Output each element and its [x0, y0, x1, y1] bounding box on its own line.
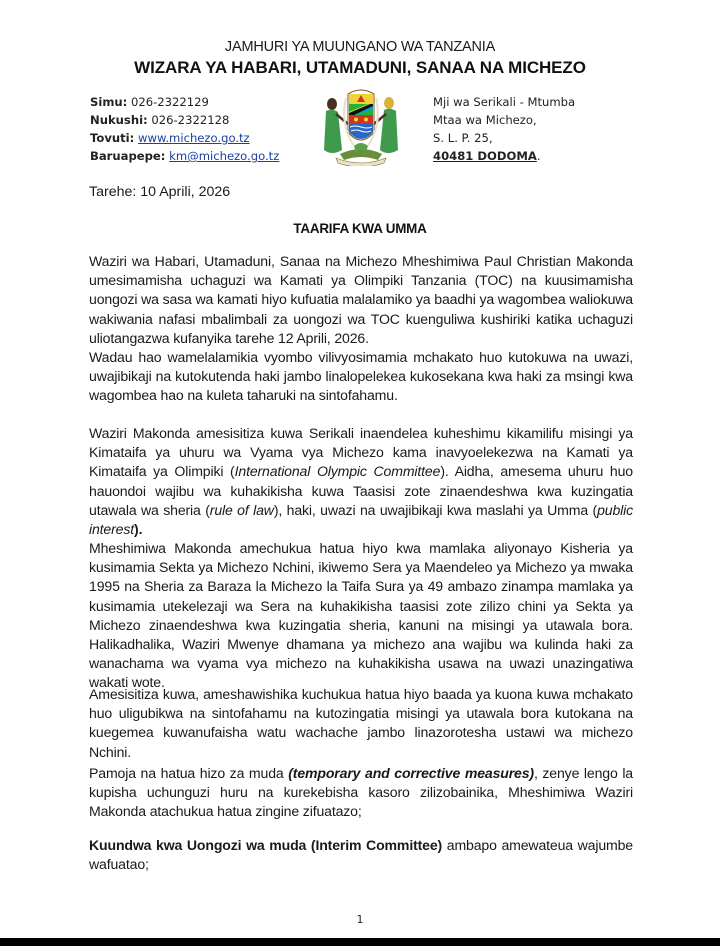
paragraph-5: Amesisitiza kuwa, ameshawishika kuchukua hatua hiyo baada ya kuona kuwa mchakato huo uligubikwa na sintofahamu na kutozingatia misingi ya utawala bora kutokana na kuegemea kuwanufaisha watu wachache jambo linazorotesha ustawi wa michezo Nchini. — [89, 686, 633, 760]
paragraph-2: Wadau hao wamelalamikia vyombo vilivyosimamia mchakato huo kutokuwa na uwazi, uwajibikaji na kutokutenda haki jambo linalopelekea kukosekana kwa haki za msingi kwa wagombea hao na kuleta taharuki na sintofahamu. — [89, 349, 633, 404]
paragraph-4: Mheshimiwa Makonda amechukua hatua hiyo kwa mamlaka aliyonayo Kisheria ya kusimamia Sekta ya Michezo Nchini, ikiwemo Sera ya Maendeleo ya Michezo ya mwaka 1995 na Sheria za Baraza la Michezo la Taifa Sura ya 49 ambazo zinampa mamlaka ya kusimamia utekelezaji wa Sera na kuhakikisha taasisi zote zilizo chini ya Sekta ya Michezo zinaendeshwa kwa kuzingatia sheria, kanuni na misingi ya utawala bora. Halikadhalika, Waziri Mwenye dhamana ya michezo ana wajibu wa kulinda haki za wanachama wa vyama vya michezo na kuhakikisha usawa na uwazi unazingatiwa wakati wote. — [89, 540, 633, 691]
country-heading: JAMHURI YA MUUNGANO WA TANZANIA — [224, 39, 496, 55]
address-line-1: Mji wa Serikali - Mtumba — [433, 95, 576, 109]
website-label: Tovuti: — [90, 131, 135, 145]
email-label: Baruapepe: — [90, 149, 166, 163]
p3-italic-public-interest: public interest — [89, 501, 633, 538]
p7-text-rest: ambapo amewateua wajumbe wafuatao; — [89, 837, 633, 873]
address-line-2: Mtaa wa Michezo, — [433, 113, 537, 127]
website-link[interactable]: www.michezo.go.tz — [137, 131, 250, 145]
p3-text-a: Waziri Makonda amesisitiza kuwa Serikali inaendelea kuheshimu kikamilifu misingi ya Kimataifa ya uhuru wa Vyama vya Michezo kama inavyoelekezwa na Kamati ya Kimataifa ya Olimpiki ( — [89, 425, 633, 480]
p7-bold-interim-committee: Kuundwa kwa Uongozi wa muda (Interim Committee) — [89, 837, 443, 853]
coat-of-arms-icon — [318, 84, 404, 166]
phone-line — [90, 93, 279, 111]
website-line — [90, 129, 279, 147]
p3-text-d: ). — [134, 521, 143, 538]
document-date: Tarehe: 10 Aprili, 2026 — [89, 184, 231, 200]
paragraph-6 — [89, 764, 633, 822]
email-link[interactable]: km@michezo.go.tz — [169, 149, 280, 163]
paragraph-1: Waziri wa Habari, Utamaduni, Sanaa na Michezo Mheshimiwa Paul Christian Makonda umesimamisha uchaguzi wa Kamati ya Olimpiki Tanzania (TOC) na kuusimamisha uongozi wa sasa wa kamati hiyo kufuatia malalamiko ya baadhi ya wagombea waliokuwa wakiwania nafasi mbalimbali za uongozi wa TOC kuenguliwa kushiriki katika uchaguzi uliotangazwa kufanyika tarehe 12 Aprili, 2026. — [89, 253, 633, 346]
p3-text-b: ). Aidha, amesema uhuru huo hauondoi wajibu wa kuhakikisha kuwa Taasisi zote zinaendeshwa kwa kuzingatia utawala wa sheria ( — [89, 463, 633, 518]
contact-block — [90, 93, 279, 165]
address-line-4 — [433, 147, 575, 165]
phone-value: 026-2322129 — [130, 95, 209, 109]
paragraph-3 — [89, 424, 633, 539]
address-line-3: S. L. P. 25, — [433, 131, 493, 145]
fax-label: Nukushi: — [90, 113, 148, 127]
p3-italic-rule-of-law: rule of law — [209, 501, 274, 518]
postal-suffix: . — [536, 149, 541, 163]
email-line — [90, 147, 279, 165]
address-block — [433, 93, 575, 165]
bottom-black-bar — [0, 938, 720, 946]
phone-label: Simu: — [90, 95, 128, 109]
page-number: 1 — [356, 913, 364, 926]
p3-italic-ioc: International Olympic Committee — [234, 463, 441, 480]
p3-text-c: ), haki, uwazi na uwajibikaji kwa maslahi ya Umma ( — [273, 501, 598, 518]
p6-text-a: Pamoja na hatua hizo za muda — [89, 765, 289, 781]
ministry-heading: WIZARA YA HABARI, UTAMADUNI, SANAA NA MICHEZO — [134, 58, 586, 77]
paragraph-7 — [89, 836, 633, 874]
fax-line — [90, 111, 279, 129]
p6-bold-italic-measures: (temporary and corrective measures) — [288, 765, 534, 781]
fax-value: 026-2322128 — [151, 113, 230, 127]
document-title: TAARIFA KWA UMMA — [293, 221, 427, 236]
postal-city: 40481 DODOMA — [433, 149, 537, 163]
p6-text-c: , zenye lengo la kupisha uchunguzi huru na kurekebisha kasoro zilizobainika, Mheshimiwa Waziri Makonda atachukua hatua zingine zifuatazo; — [89, 765, 633, 820]
